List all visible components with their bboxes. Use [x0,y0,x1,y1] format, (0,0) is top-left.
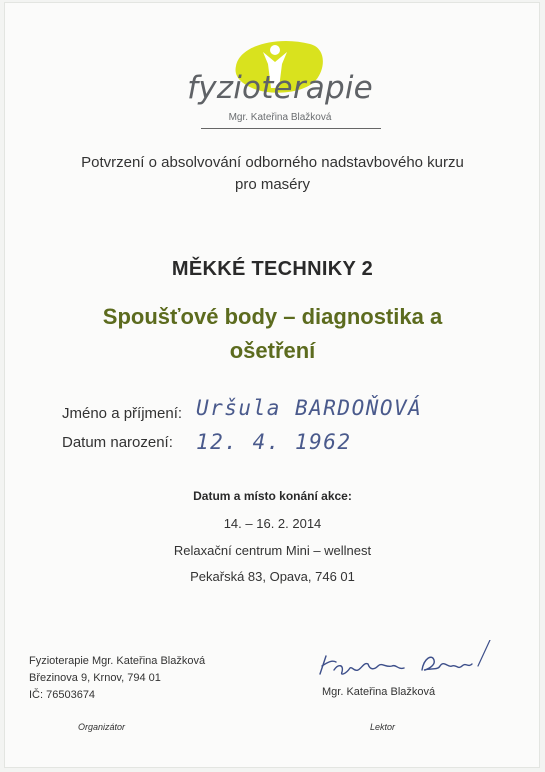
logo-owner-text: Mgr. Kateřina Blažková [228,112,332,123]
course-topic-line-2: ošetření [229,338,316,363]
logo-brand-text: fyzioterapie [187,70,373,106]
logo-divider [201,128,381,129]
confirmation-line-2: pro maséry [234,176,311,193]
confirmation-line-1: Potvrzení o absolvování odborného nadstavbového kurzu [81,154,464,171]
event-heading: Datum a místo konání akce: [193,489,352,503]
organizer-street: Březinova 9, Krnov, 794 01 [29,672,161,684]
organizer-id: IČ: 76503674 [29,689,96,701]
confirmation-heading [20,152,525,196]
organizer-caption: Organizátor [78,722,126,732]
organizer-name: Fyzioterapie Mgr. Kateřina Blažková [29,655,206,667]
event-dates: 14. – 16. 2. 2014 [223,516,322,531]
lector-name: Mgr. Kateřina Blažková [322,686,436,698]
lector-signature-icon [312,640,502,688]
lector-caption: Lektor [370,722,396,732]
course-topic-line-1: Spoušťové body – diagnostika a [102,304,443,329]
event-address: Pekařská 83, Opava, 746 01 [190,569,355,584]
birth-date-value: 12. 4. 1962 [196,430,352,454]
logo [170,30,390,140]
name-label: Jméno a příjmení: [62,405,183,422]
event-venue: Relaxační centrum Mini – wellnest [173,543,372,558]
course-title: MĚKKÉ TECHNIKY 2 [171,258,374,280]
name-value: Uršula BARDOŇOVÁ [196,396,423,420]
course-topic [40,300,505,368]
birth-date-label: Datum narození: [62,434,173,451]
